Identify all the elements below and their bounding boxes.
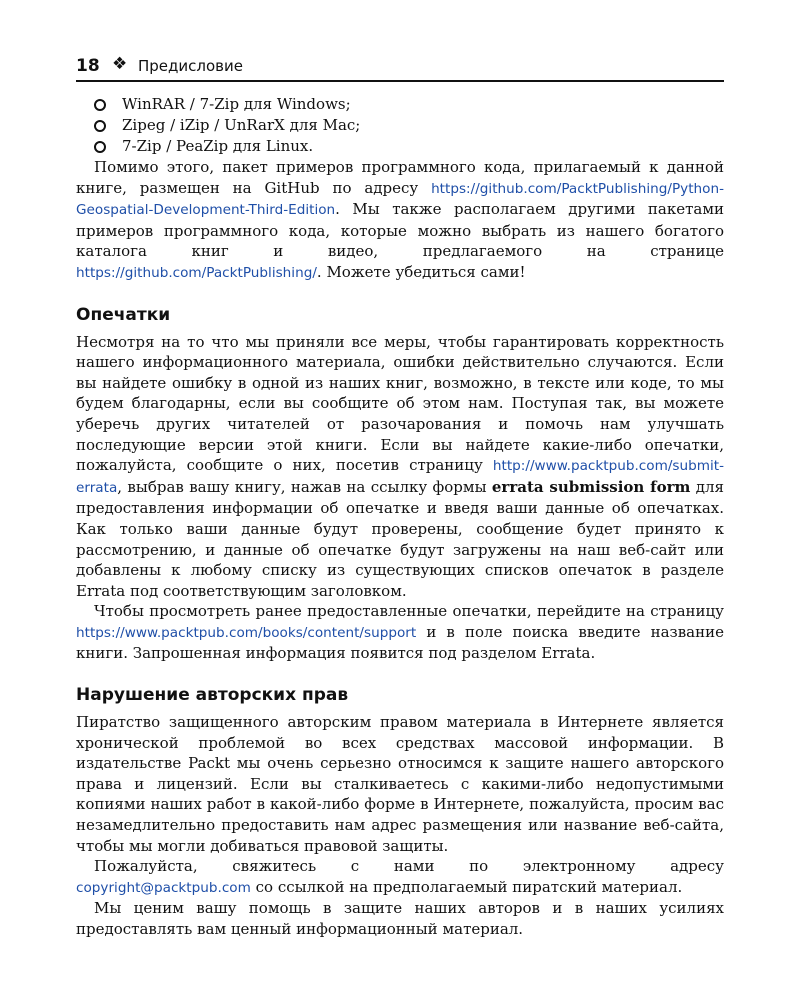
list-item-text: 7-Zip / PeaZip для Linux. xyxy=(122,137,314,155)
bullet-circle-icon xyxy=(94,141,106,153)
list-item-text: Zipeg / iZip / UnRarX для Mac; xyxy=(122,116,361,134)
copyright-email-link[interactable]: copyright@packtpub.com xyxy=(76,879,251,896)
list-item-text: WinRAR / 7-Zip для Windows; xyxy=(122,95,351,113)
page-body xyxy=(76,94,724,940)
support-page-link[interactable]: https://www.packtpub.com/books/content/support xyxy=(76,624,417,641)
piracy-paragraph-3: Мы ценим вашу помощь в защите наших авторов и в наших усилиях предоставлять вам ценный информационный материал. xyxy=(76,899,724,938)
running-section-title: Предисловие xyxy=(138,57,243,75)
list-item xyxy=(76,115,724,136)
running-header xyxy=(76,54,724,82)
archiver-list xyxy=(76,94,724,157)
errata-form-name: errata submission form xyxy=(491,477,691,496)
bullet-circle-icon xyxy=(94,99,106,111)
errata-paragraph-1: Несмотря на то что мы приняли все меры, чтобы гарантировать корректность нашего информационного материала, ошибки действительно случаются. Если вы найдете ошибку в одной из наших книг, возможно, в тексте или коде, то мы будем благодарны, если вы сообщите об этом нам. Поступая так, вы можете уберечь других читателей от разочарования и помочь нам улучшать последующие версии этой книги. Если вы найдете какие-либо опечатки, пожалуйста, сообщите о них, посетив страницу http://www.packtpub.com/submit-errata, выбрав вашу книгу, нажав на ссылку формы errata submission form для предоставления информации об опечатке и введя ваши данные об опечатках. Как только ваши данные будут проверены, сообщение будет принято к рассмотрению, и данные об опечатке будут загружены на наш веб-сайт или добавлены к любому списку из существующих списков опечаток в разделе Errata под соответствующим заголовком. xyxy=(76,332,724,600)
piracy-paragraph-1: Пиратство защищенного авторским правом материала в Интернете является хронической проблемой во всех средствах массовой информации. В издательстве Packt мы очень серьезно относимся к защите нашего авторского права и лицензий. Если вы сталкиваетесь с какими-либо недопустимыми копиями наших работ в какой-либо форме в Интернете, пожалуйста, просим вас незамедлительно предоставить нам адрес размещения или название веб-сайта, чтобы мы могли добиваться правовой защиты. xyxy=(76,713,724,855)
github-repo-link[interactable]: https://github.com/PacktPublishing/Python-Geospatial-Development-Third-Edition xyxy=(76,180,724,219)
list-item xyxy=(76,94,724,115)
intro-paragraph: Помимо этого, пакет примеров программного кода, прилагаемый к данной книге, размещен на GitHub по адресу https://github.com/PacktPublishing/Python-Geospatial-Development-Third-Edition. Мы также располагаем другими пакетами примеров программного кода, которые можно выбрать из нашего богатого каталога книг и видео, предлагаемого на странице https://github.com/PacktPublishing/. Можете убедиться сами! xyxy=(76,158,724,281)
piracy-paragraph-2: Пожалуйста, свяжитесь с нами по электронному адресу copyright@packtpub.com со ссылкой на предполагаемый пиратский материал. xyxy=(76,857,724,896)
page-number: 18 xyxy=(76,56,100,76)
piracy-heading: Нарушение авторских прав xyxy=(76,685,349,706)
errata-paragraph-2: Чтобы просмотреть ранее предоставленные опечатки, перейдите на страницу https://www.packtpub.com/books/content/support и в поле поиска введите название книги. Запрошенная информация появится под разделом Errata. xyxy=(76,602,724,663)
github-catalog-link[interactable]: https://github.com/PacktPublishing/ xyxy=(76,264,317,281)
errata-heading: Опечатки xyxy=(76,304,171,325)
list-item xyxy=(76,136,724,157)
bullet-circle-icon xyxy=(94,120,106,132)
submit-errata-link[interactable]: http://www.packtpub.com/submit-errata xyxy=(76,458,724,496)
diamond-ornament-icon: ❖ xyxy=(112,54,128,74)
